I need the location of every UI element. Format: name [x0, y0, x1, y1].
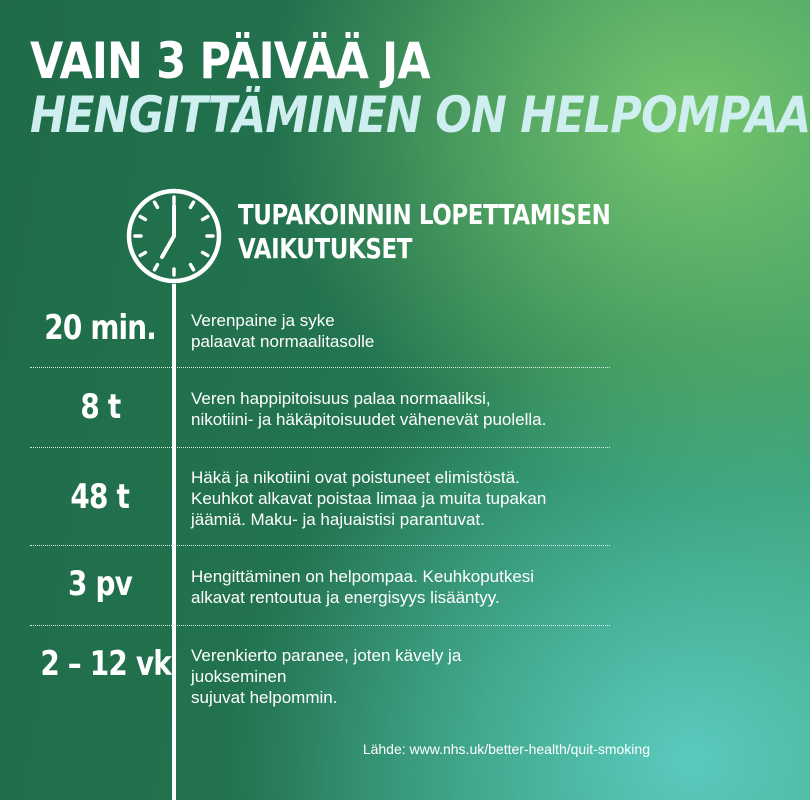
divider	[30, 545, 610, 546]
headline	[30, 34, 810, 142]
effect-description	[191, 388, 631, 430]
effect-line: Häkä ja nikotiini ovat poistuneet elimistöstä.	[191, 468, 520, 487]
effect-line: sujuvat helpommin.	[191, 688, 338, 707]
section-title-line-2: VAIKUTUKSET	[238, 232, 413, 265]
section-title-line-1: TUPAKOINNIN LOPETTAMISEN	[238, 198, 611, 231]
time-label: 20 min.	[44, 308, 156, 348]
effect-description	[191, 566, 631, 608]
effect-line: Hengittäminen on helpompaa. Keuhkoputkesi	[191, 567, 535, 586]
divider	[30, 625, 610, 626]
effect-line: juokseminen	[191, 667, 287, 686]
effect-line: Verenkierto paranee, joten kävely ja	[191, 646, 462, 665]
effect-line: Verenpaine ja syke	[191, 311, 335, 330]
time-label: 8 t	[80, 387, 120, 427]
effect-description	[191, 645, 631, 708]
effect-line: Veren happipitoisuus palaa normaaliksi,	[191, 389, 491, 408]
effect-line: Keuhkot alkavat poistaa limaa ja muita tupakan	[191, 489, 547, 508]
effect-line: jäämiä. Maku- ja hajuaistisi parantuvat.	[191, 510, 485, 529]
effect-line: nikotiini- ja häkäpitoisuudet vähenevät puolella.	[191, 410, 547, 429]
effect-line: palaavat normaalitasolle	[191, 332, 375, 351]
effect-description	[191, 310, 631, 352]
time-label: 2 – 12 vk	[40, 644, 171, 684]
time-label: 48 t	[70, 477, 130, 517]
effect-line: alkavat rentoutua ja energisyys lisääntyy.	[191, 588, 500, 607]
headline-line-2: HENGITTÄMINEN ON HELPOMPAA	[30, 86, 810, 144]
section-title	[238, 198, 610, 266]
time-label: 3 pv	[68, 564, 132, 604]
source-citation: Lähde: www.nhs.uk/better-health/quit-smoking	[362, 741, 650, 757]
headline-line-1: VAIN 3 PÄIVÄÄ JA	[30, 32, 430, 90]
timeline-line	[172, 284, 176, 800]
clock-icon	[124, 186, 224, 286]
divider	[30, 447, 610, 448]
effect-description	[191, 467, 631, 530]
divider	[30, 367, 610, 368]
